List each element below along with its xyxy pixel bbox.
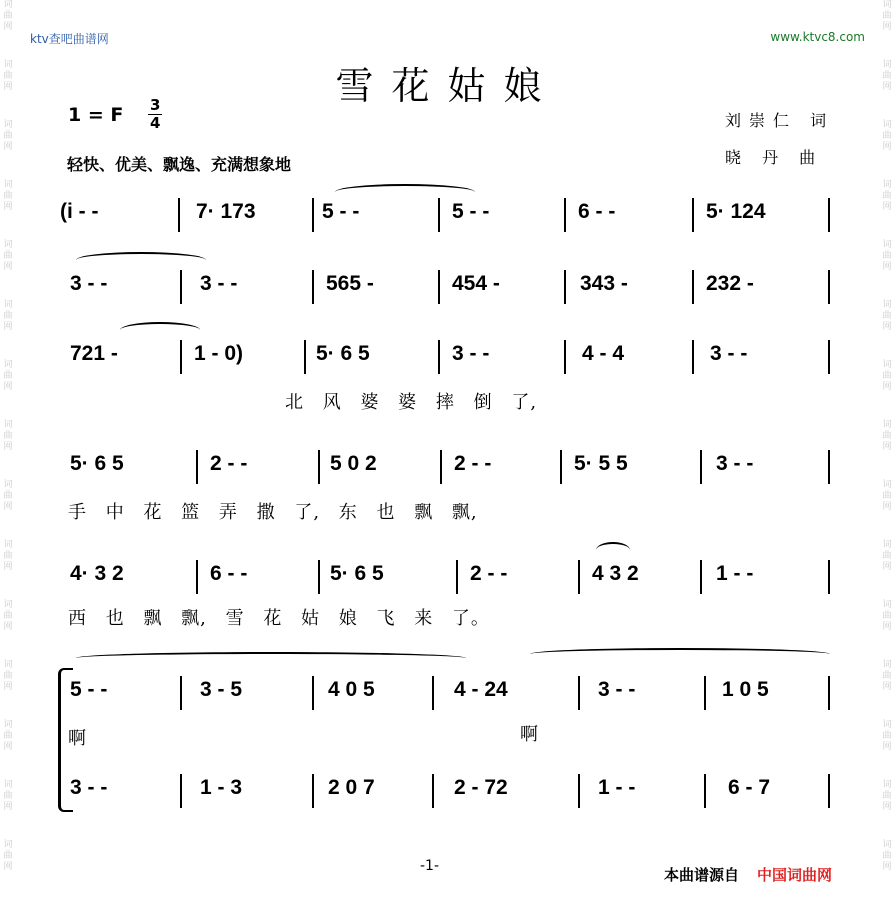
measure: 343 -	[580, 272, 628, 295]
bar-line	[828, 198, 830, 232]
measure: 5· 6 5	[330, 562, 384, 585]
source-credit	[664, 864, 832, 885]
bar-line	[312, 198, 314, 232]
measure: 5 0 2	[330, 452, 377, 475]
watermark-left: 词曲网 词曲网 词曲网 词曲网 词曲网 词曲网 词曲网 词曲网 词曲网 词曲网 词曲网 词曲网 词曲网 词曲网 词曲网	[3, 0, 13, 872]
page-number: -1-	[420, 858, 440, 874]
tie	[120, 322, 200, 338]
bar-line	[180, 340, 182, 374]
measure: 232 -	[706, 272, 754, 295]
source-site[interactable]: 中国词曲网	[757, 866, 833, 884]
measure: 5 - -	[452, 200, 490, 223]
bar-line	[828, 774, 830, 808]
watermark-right: 词曲网 词曲网 词曲网 词曲网 词曲网 词曲网 词曲网 词曲网 词曲网 词曲网 词曲网 词曲网 词曲网 词曲网 词曲网	[882, 0, 892, 872]
tie	[335, 184, 475, 200]
lyricist-credit: 刘崇仁 词	[725, 111, 835, 130]
measure: 6 - -	[578, 200, 616, 223]
measure: 4 - 4	[582, 342, 625, 365]
score-row-6	[60, 678, 840, 712]
measure: 1 0 5	[722, 678, 769, 701]
measure: 4 - 24	[454, 678, 508, 701]
measure: 454 -	[452, 272, 500, 295]
measure: 1 - -	[716, 562, 754, 585]
measure: 3 - -	[70, 272, 108, 295]
bar-line	[692, 270, 694, 304]
measure: 5· 6 5	[316, 342, 370, 365]
bar-line	[564, 340, 566, 374]
bar-line	[828, 340, 830, 374]
measure: 5· 6 5	[70, 452, 124, 475]
measure: 565 -	[326, 272, 374, 295]
bar-line	[560, 450, 562, 484]
lyrics-ah-1: 啊	[68, 728, 87, 749]
measure: 3 - -	[200, 272, 238, 295]
measure: 3 - 5	[200, 678, 243, 701]
measure: 6 - -	[210, 562, 248, 585]
bar-line	[318, 450, 320, 484]
bar-line	[828, 676, 830, 710]
measure: 6 - 7	[728, 776, 771, 799]
measure: 5· 5 5	[574, 452, 628, 475]
bar-line	[828, 450, 830, 484]
measure: 3 - -	[452, 342, 490, 365]
song-title: 雪花姑娘	[335, 64, 560, 108]
bar-line	[438, 198, 440, 232]
bar-line	[828, 560, 830, 594]
bar-line	[564, 270, 566, 304]
bar-line	[196, 450, 198, 484]
bar-line	[828, 270, 830, 304]
score-row-5	[60, 562, 840, 596]
score-row-1	[60, 200, 840, 234]
measure: 5 - -	[322, 200, 360, 223]
bar-line	[438, 340, 440, 374]
measure: 5 - -	[70, 678, 108, 701]
measure: 4· 3 2	[70, 562, 124, 585]
tie	[76, 652, 466, 664]
measure: 2 - 72	[454, 776, 508, 799]
bar-line	[438, 270, 440, 304]
composer-credit: 晓 丹 曲	[725, 148, 824, 167]
tie	[596, 542, 630, 558]
bar-line	[564, 198, 566, 232]
bar-line	[578, 560, 580, 594]
bar-line	[700, 560, 702, 594]
bar-line	[304, 340, 306, 374]
tie	[530, 648, 830, 660]
bar-line	[692, 198, 694, 232]
measure: 3 - -	[716, 452, 754, 475]
score-row-2	[60, 272, 840, 306]
measure: 7· 173	[196, 200, 256, 223]
bar-line	[196, 560, 198, 594]
score-row-3	[60, 342, 840, 376]
tie	[76, 252, 206, 268]
lyrics-line-1: 北 风 婆 婆 摔 倒 了,	[285, 392, 538, 413]
key-signature: 1 = F	[68, 104, 124, 126]
source-label: 本曲谱源自	[664, 866, 740, 884]
bar-line	[700, 450, 702, 484]
measure: 4 3 2	[592, 562, 639, 585]
site-link-right[interactable]: www.ktvc8.com	[770, 30, 865, 44]
bar-line	[432, 676, 434, 710]
measure: 2 0 7	[328, 776, 375, 799]
measure: 4 0 5	[328, 678, 375, 701]
bar-line	[180, 270, 182, 304]
bar-line	[456, 560, 458, 594]
measure: 3 - -	[710, 342, 748, 365]
bar-line	[704, 676, 706, 710]
lyrics-line-2: 手 中 花 篮 弄 撒 了, 东 也 飘 飘,	[68, 502, 478, 523]
bar-line	[180, 676, 182, 710]
measure: (i - -	[60, 200, 99, 223]
bar-line	[312, 774, 314, 808]
site-link-left[interactable]: ktv查吧曲谱网	[30, 32, 109, 46]
bar-line	[704, 774, 706, 808]
lyrics-ah-2: 啊	[520, 724, 539, 745]
measure: 2 - -	[454, 452, 492, 475]
bar-line	[312, 676, 314, 710]
measure: 2 - -	[210, 452, 248, 475]
bar-line	[180, 774, 182, 808]
bar-line	[578, 774, 580, 808]
bar-line	[178, 198, 180, 232]
lyrics-line-3: 西 也 飘 飘, 雪 花 姑 娘 飞 来 了。	[68, 608, 490, 629]
measure: 5· 124	[706, 200, 766, 223]
measure: 1 - 3	[200, 776, 243, 799]
measure: 1 - -	[598, 776, 636, 799]
bar-line	[578, 676, 580, 710]
measure: 1 - 0)	[194, 342, 244, 365]
measure: 721 -	[70, 342, 118, 365]
measure: 2 - -	[470, 562, 508, 585]
time-signature: 3 4	[150, 96, 161, 132]
measure: 3 - -	[70, 776, 108, 799]
bar-line	[440, 450, 442, 484]
tempo-marking: 轻快、优美、飘逸、充满想象地	[67, 155, 292, 174]
bar-line	[692, 340, 694, 374]
bar-line	[432, 774, 434, 808]
score-row-4	[60, 452, 840, 486]
score-row-7	[60, 776, 840, 810]
measure: 3 - -	[598, 678, 636, 701]
bar-line	[318, 560, 320, 594]
bar-line	[312, 270, 314, 304]
